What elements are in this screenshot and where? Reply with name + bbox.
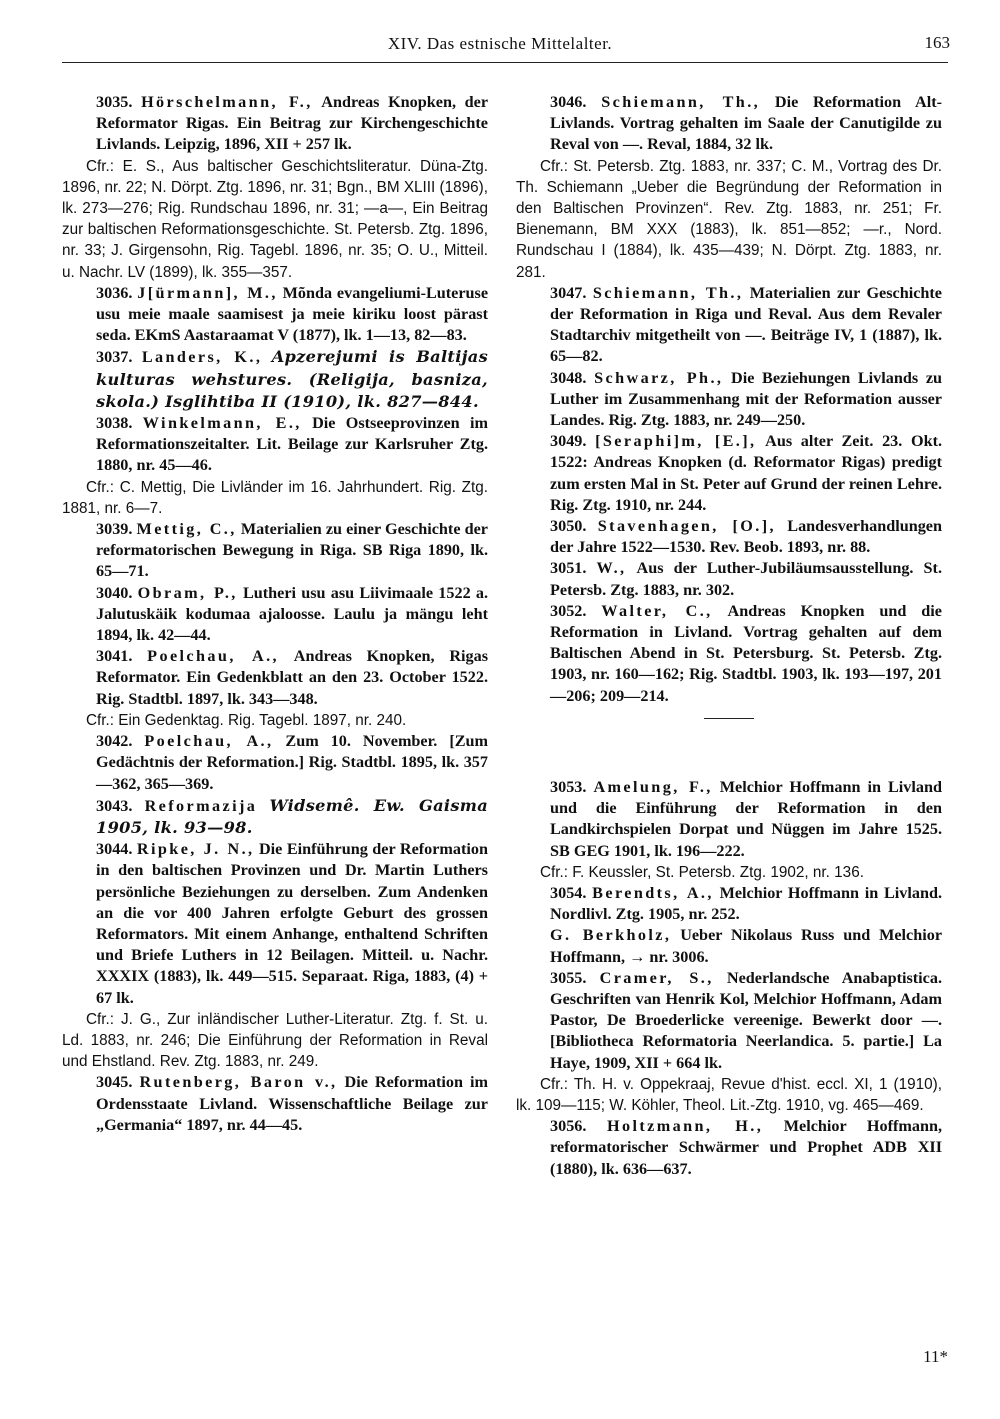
entry-title: Melchior Hoffmann, reformatorischer Schwärmer und Prophet ADB XII (1880), lk. 636—637. xyxy=(550,1117,943,1178)
entry-author: G. Berkholz, xyxy=(550,926,672,945)
entry-title: Materialien zur Geschichte der Reformation in Riga und Reval. Aus dem Revaler Stadtarchiv mitgetheilt von —. Beiträge IV, 1 (1887), lk. 65—82. xyxy=(550,283,942,366)
entry-author: Stavenhagen, [O.], xyxy=(597,517,776,536)
cfr-text: J. G., Zur inländischer Luther-Literatur. Ztg. f. St. u. Ld. 1883, nr. 246; Die Einführung der Reformation in Reval und Ehstland. Rev. Ztg. 1883, nr. 249. xyxy=(62,1010,488,1071)
bibliography-entry xyxy=(516,1116,942,1180)
entry-title: Lutheri usu asu Liivimaale 1522 a. Jalutuskäik kodumaa ajaloosse. Laulu ja mängu leht 1894, lk. 42—44. xyxy=(96,583,489,645)
cfr-label: Cfr.: xyxy=(86,711,115,729)
entry-title: Melchior Hoffmann in Livland und die Einführung der Reformation in den Landkirchspielen Dorpat und Nüggen im Jahre 1525. SB GEG 1901, lk. 196—222. xyxy=(550,777,942,860)
bibliography-entry xyxy=(62,1072,488,1136)
cfr-label: Cfr.: xyxy=(86,478,115,496)
bibliography-entry xyxy=(516,925,942,967)
entry-title: Materialien zu einer Geschichte der reformatorischen Bewegung in Riga. SB Riga 1890, lk. 65—71. xyxy=(96,520,488,581)
entry-title: Zum 10. November. [Zum Gedächtnis der Reformation.] Rig. Stadtbl. 1895, lk. 357—362, 365—369. xyxy=(96,732,488,793)
entry-title: Aus der Luther-Jubiläumsausstellung. St. Petersb. Ztg. 1883, nr. 302. xyxy=(550,559,942,599)
entry-title: Die Beziehungen Livlands zu Luther im Zusammenhang mit der Reformation ausser Landes. Rig. Ztg. 1883, nr. 249—250. xyxy=(550,368,943,430)
bibliography-entry xyxy=(516,777,942,862)
bibliography-entry xyxy=(516,283,942,368)
entry-author: Holtzmann, H., xyxy=(606,1117,764,1136)
entry-author: Mettig, C., xyxy=(136,520,237,539)
entry-number: 3041. xyxy=(96,647,133,666)
bibliography-entry xyxy=(516,92,942,156)
entry-author: Ripke, J. N., xyxy=(136,840,255,859)
entry-title: Ueber Nikolaus Russ und Melchior Hoffmann, → nr. 3006. xyxy=(550,926,943,966)
entry-number: 3040. xyxy=(96,583,133,602)
entry-title: Mõnda evangeliumi-Luteruse usu meie maale saamisest ja meie kiriku loost pärast seda. EKmS Aastaraamat V (1877), lk. 1—13, 82—83. xyxy=(96,283,489,345)
entry-cfr xyxy=(62,1009,488,1073)
entry-author: Walter, C., xyxy=(601,601,713,620)
entry-author: Amelung, F., xyxy=(593,777,713,796)
entry-title: Andreas Knopken, Rigas Reformator. Ein Gedenkblatt an den 23. October 1522. Rig. Stadtbl. 1897, lk. 343—348. xyxy=(96,647,488,708)
bibliography-entry xyxy=(516,558,942,600)
bibliography-entry xyxy=(62,519,488,583)
entry-title: Andreas Knopken, der Reformator Rigas. Ein Beitrag zur Kirchengeschichte Livlands. Leipzig, 1896, XII + 257 lk. xyxy=(96,93,489,154)
entry-cfr xyxy=(516,1074,942,1116)
entry-cfr xyxy=(516,862,942,883)
entry-number: 3036. xyxy=(96,283,133,302)
right-column xyxy=(516,92,942,1180)
entry-title: Melchior Hoffmann in Livland. Nordlivl. Ztg. 1905, nr. 252. xyxy=(550,883,943,924)
entry-author: [Seraphi]m, [E.], xyxy=(595,432,757,451)
entry-number: 3048. xyxy=(550,368,587,387)
bibliography-entry xyxy=(516,601,942,707)
cfr-label: Cfr.: xyxy=(86,1010,115,1028)
entry-number: 3045. xyxy=(96,1073,133,1092)
entry-cfr xyxy=(62,477,488,519)
entry-title: Apzerejumi is Baltijas kulturas wehstures. (Religija, basniza, skola.) Isglihtiba II (1910), lk. 827—844. xyxy=(96,347,489,411)
cfr-text: C. Mettig, Die Livländer im 16. Jahrhundert. Rig. Ztg. 1881, nr. 6—7. xyxy=(62,478,488,517)
entry-number: 3044. xyxy=(96,840,133,859)
bibliography-entry xyxy=(62,795,488,839)
cfr-text: E. S., Aus baltischer Geschichtsliteratur. Düna-Ztg. 1896, nr. 22; N. Dörpt. Ztg. 1896, nr. 31; Bgn., BM XLIII (1896), lk. 273—276; Rig. Rundschau 1896, nr. 31; —a—, Ein Beitrag zur baltischen Reformationsgeschichte. St. Petersb. Ztg. 1896, nr. 33; J. Girgensohn, Rig. Tagebl. 1896, nr. 35; O. U., Mitteil. u. Nachr. LV (1899), lk. 355—357. xyxy=(62,157,488,281)
entry-title: Die Reformation im Ordensstaate Livland. Wissenschaftliche Beilage zur „Germania“ 1897, nr. 44—45. xyxy=(96,1073,489,1134)
left-column xyxy=(62,92,488,1136)
entry-number: 3037. xyxy=(96,348,133,367)
bibliography-entry xyxy=(62,646,488,710)
right-column-top xyxy=(516,92,942,707)
entry-author: Reformazija xyxy=(144,796,258,815)
entry-title: Die Reformation Alt-Livlands. Vortrag gehalten im Saale der Canutigilde zu Reval von —. Reval, 1884, 32 lk. xyxy=(550,93,942,154)
page-number: 163 xyxy=(924,33,950,52)
cfr-label: Cfr.: xyxy=(540,157,569,175)
bibliography-entry xyxy=(62,346,488,413)
entry-number: 3046. xyxy=(550,93,587,111)
entry-number: 3050. xyxy=(550,517,587,536)
bibliography-entry xyxy=(516,368,942,432)
entry-author: Rutenberg, Baron v., xyxy=(139,1073,338,1092)
bibliography-entry xyxy=(516,883,942,925)
entry-author: Cramer, S., xyxy=(599,968,714,987)
cfr-text: St. Petersb. Ztg. 1883, nr. 337; C. M., Vortrag des Dr. Th. Schiemann „Ueber die Begründung der Reformation in den Baltischen Provinzen“. Rev. Ztg. 1883, nr. 251; Fr. Bienemann, BM XXX (1883), lk. 851—852; —r., Nord. Rundschau I (1884), lk. 435—439; N. Dörpt. Ztg. 1883, nr. 281. xyxy=(516,157,943,281)
right-column-bottom xyxy=(516,777,942,1180)
bibliography-entry xyxy=(62,839,488,1009)
entry-number: 3049. xyxy=(550,432,587,451)
entry-title: Widsemê. Ew. Gaisma 1905, lk. 93—98. xyxy=(96,795,488,837)
entry-title: Die Einführung der Reformation in den baltischen Provinzen und Dr. Martin Luthers persönliche Beziehungen zu derselben. Zum Andenken an die vor 400 Jahren erfolgte Geburt des grossen Reformators. Mit einem Anhange, enthaltend Schriften und Briefe Luthers in 12 Beilagen. Mitteil. u. Nachr. XXXIX (1883), lk. 449—515. Separaat. Riga, 1883, (4) + 67 lk. xyxy=(96,840,488,1007)
entry-author: Landers, K., xyxy=(141,348,263,367)
entry-number: 3051. xyxy=(550,559,587,578)
entry-author: W., xyxy=(596,559,627,578)
entry-number: 3053. xyxy=(550,777,587,796)
running-title: XIV. Das estnische Mittelalter. xyxy=(387,34,613,53)
entry-title: Andreas Knopken und die Reformation in Livland. Vortrag gehalten auf dem Baltischen Abend in St. Petersburg. St. Petersb. Ztg. 1903, nr. 160—162; Rig. Stadtbl. 1903, lk. 193—197, 201—206; 209—214. xyxy=(550,601,942,705)
entry-title: Aus alter Zeit. 23. Okt. 1522: Andreas Knopken (d. Reformator Rigas) predigt zum ersten Mal in St. Peter auf Grund der reinen Lehre. Rig. Ztg. 1910, nr. 244. xyxy=(550,432,943,514)
bibliography-entry xyxy=(516,968,942,1074)
entry-title: Die Ostseeprovinzen im Reformationszeitalter. Lit. Beilage zur Karlsruher Ztg. 1880, nr. 45—46. xyxy=(96,414,489,475)
cfr-text: F. Keussler, St. Petersb. Ztg. 1902, nr. 136. xyxy=(572,863,864,881)
bibliography-entry xyxy=(62,583,488,647)
entry-title: Nederlandsche Anabaptistica. Geschriften van Henrik Kol, Melchior Hoffmann, Adam Pastor, De Broederlicke vereenige. Bewerkt door —. [Bibliotheca Reformatoria Neerlandica. 5. partie.] La Haye, 1909, XII + 664 lk. xyxy=(550,968,943,1072)
entry-cfr xyxy=(516,156,942,283)
entry-cfr xyxy=(62,710,488,731)
entry-author: Berendts, A., xyxy=(592,883,714,902)
cfr-label: Cfr.: xyxy=(540,863,569,881)
cfr-label: Cfr.: xyxy=(86,157,115,175)
entry-number: 3054. xyxy=(550,883,587,902)
entry-author: Poelchau, A., xyxy=(144,732,274,751)
header-rule xyxy=(62,62,948,63)
entry-number: 3035. xyxy=(96,93,133,111)
cfr-label: Cfr.: xyxy=(540,1075,569,1093)
entry-cfr xyxy=(62,156,488,283)
entry-author: Schiemann, Th., xyxy=(601,93,761,111)
entry-number: 3042. xyxy=(96,732,133,751)
entry-author: Winkelmann, E., xyxy=(142,414,302,433)
bibliography-entry xyxy=(516,431,942,516)
bibliography-entry xyxy=(62,731,488,795)
entry-number: 3043. xyxy=(96,796,133,815)
entry-author: J[ürmann], M., xyxy=(137,283,278,302)
entry-number: 3039. xyxy=(96,520,133,539)
entry-number: 3038. xyxy=(96,414,133,433)
entry-number: 3056. xyxy=(550,1117,587,1136)
sheet-signature: 11* xyxy=(923,1347,948,1366)
entry-number: 3055. xyxy=(550,968,587,987)
bibliography-entry xyxy=(62,283,488,347)
entry-number: 3047. xyxy=(550,283,587,302)
entry-author: Hörschelmann, F., xyxy=(141,93,313,111)
cfr-text: Th. H. v. Oppekraaj, Revue d'hist. eccl. XI, 1 (1910), lk. 109—115; W. Köhler, Theol. Lit.-Ztg. 1910, vg. 465—469. xyxy=(516,1075,942,1114)
entry-number: 3052. xyxy=(550,601,587,620)
cfr-text: Ein Gedenktag. Rig. Tagebl. 1897, nr. 240. xyxy=(118,711,407,729)
section-separator xyxy=(704,718,754,719)
entry-author: Poelchau, A., xyxy=(147,647,279,666)
entry-author: Schwarz, Ph., xyxy=(594,368,724,387)
bibliography-entry xyxy=(62,92,488,156)
bibliography-entry xyxy=(516,516,942,558)
entry-author: Schiemann, Th., xyxy=(592,283,744,302)
bibliography-entry xyxy=(62,413,488,477)
entry-title: Landesverhandlungen der Jahre 1522—1530. Rev. Beob. 1893, nr. 88. xyxy=(550,517,942,557)
entry-author: Obram, P., xyxy=(137,583,238,602)
